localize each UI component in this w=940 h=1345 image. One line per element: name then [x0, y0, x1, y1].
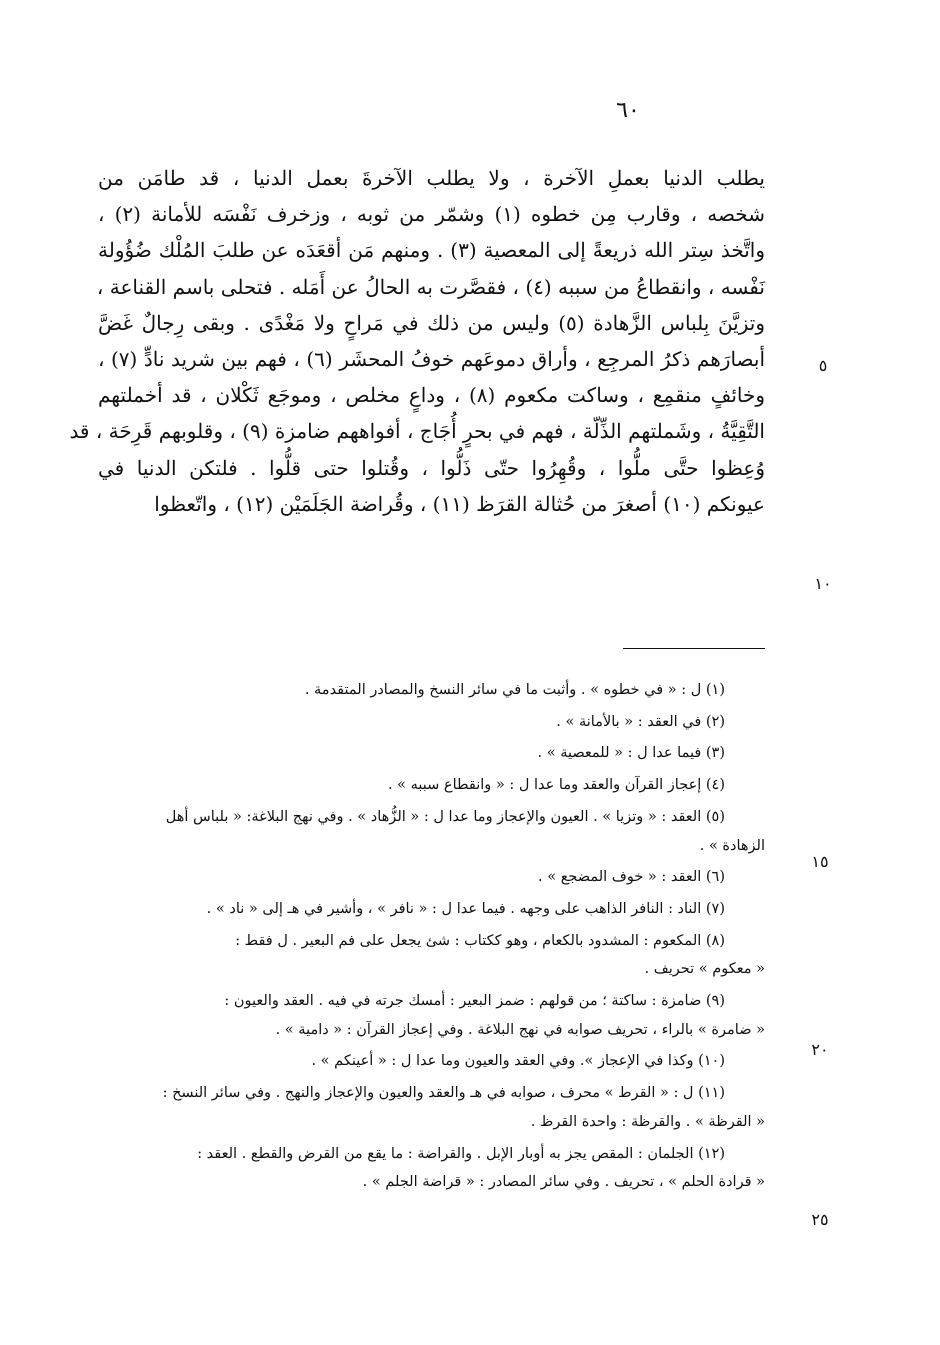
text-line: يطلب الدنيا بعملِ الآخرة ، ولا يطلب الآخرةَ بعمل الدنيا ، قد طامَن من: [98, 166, 765, 190]
text-line: عيونكم (١٠) أصغرَ من حُثالة القرَظ (١١) ، وقُراضة الجَلَمَيْن (١٢) ، واتّعظوا: [154, 491, 765, 516]
text-line: التَّقِيَّةُ ، وشَملتهم الذِّلّة ، فهم في بحرٍ أُجَاج ، أفواههم ضامزة (٩) ، وقلوبهم قَرِحَة ، قد: [69, 419, 765, 444]
footnote-2: (٢) في العقد : « بالأمانة » .: [556, 713, 725, 730]
text-line: وتزيَّنَ بِلباس الزَّهادة (٥) وليس من ذلك في مَراحٍ ولا مَغْدًى . وبقى رِجالٌ غَضَّ: [98, 310, 766, 335]
text-line: شخصه ، وقارب مِن خطوه (١) وشمّر من ثوبه ، وزخرف نَفْسَه للأمانة (٢) ،: [98, 202, 765, 227]
footnote-4: (٤) إعجاز القرآن والعقد وما عدا ل : « وانقطاع سببه » .: [387, 777, 725, 794]
footnote-7: (٧) الناد : النافر الذاهب على وجهه . فيما عدا ل : « نافر » ، وأشير في هـ إلى « ناد » .: [206, 900, 725, 917]
line-number-25: ٢٥: [811, 1210, 829, 1229]
footnote-8: (٨) المكعوم : المشدود بالكعام ، وهو ككتاب : شئ يجعل على فم البعير . ل فقط : « معكوم » تحريف .: [235, 932, 765, 978]
footnote-3: (٣) فيما عدا ل : « للمعصية » .: [537, 745, 725, 762]
line-number-5: ٥: [818, 356, 828, 375]
line-number-20: ٢٠: [811, 1040, 829, 1059]
footnote-11: (١١) ل : « القرط » محرف ، صوابه في هـ والعقد والعيون والإعجاز والنهج . وفي سائر النسخ : « القرظة » . والقرظة : واحدة القرظ .: [162, 1085, 765, 1130]
text-line: أبصارَهم ذكرُ المرجِع ، وأراق دموعَهم خوفُ المحشَر (٦) ، فهم بين شريد نادٍّ (٧) ،: [98, 346, 766, 371]
line-number-15: ١٥: [811, 852, 829, 871]
text-line: نَفْسه ، وانقطاعُ من سببه (٤) ، فقصَّرت به الحالُ عن أَمَله . فتحلى باسم القناعة ،: [96, 274, 765, 299]
page-number: ٦٠: [616, 98, 640, 123]
main-text: [69, 160, 766, 522]
footnote-10: (١٠) وكذا في الإعجاز ». وفي العقد والعيون وما عدا ل : « أعينكم » .: [311, 1053, 725, 1070]
footnote-5: (٥) العقد : « وتزيا » . العيون والإعجاز وما عدا ل : « الزُّهاد » . وفي نهج البلاغة: « بلباس أهل الزهادة » .: [165, 808, 765, 854]
footnote-9: (٩) ضامزة : ساكتة ؛ من قولهم : ضمز البعير : أمسك جرته في فيه . العقد والعيون : « ضامرة » بالراء ، تحريف صوابه في نهج البلاغة . وفي إعجاز القرآن : « دامية » .: [224, 993, 765, 1038]
footnote-6: (٦) العقد : « خوف المضجع » .: [538, 869, 725, 886]
text-line: واتَّخذ سِتر الله ذريعةً إلى المعصية (٣) . ومنهم مَن أقعَدَه عن طلبَ المُلْك ضُؤُولة: [98, 238, 766, 263]
footnote-1: (١) ل : « في خطوه » . وأثبت ما في سائر النسخ والمصادر المتقدمة .: [304, 682, 725, 698]
text-line: وخائفٍ منقمِع ، وساكت مكعوم (٨) ، وداعٍ مخلص ، وموجَع ثَكْلان ، قد أخملتهم: [98, 383, 766, 408]
text-line: وُعِظوا حتَّى ملُّوا ، وقُهِرُوا حتّى ذَلُّوا ، وقُتلوا حتى قلُّوا . فلتكن الدنيا في: [98, 455, 765, 480]
footnote-12: (١٢) الجلمان : المقص يجز به أوبار الإبل . والقراضة : ما يقع من القرض والقطع . العقد : « قرادة الحلم » ، تحريف . وفي سائر المصادر : « قراضة الجلم » .: [197, 1145, 765, 1191]
footnotes: [98, 676, 765, 1200]
line-number-10: ١٠: [814, 574, 832, 593]
footnote-separator: [623, 648, 765, 649]
